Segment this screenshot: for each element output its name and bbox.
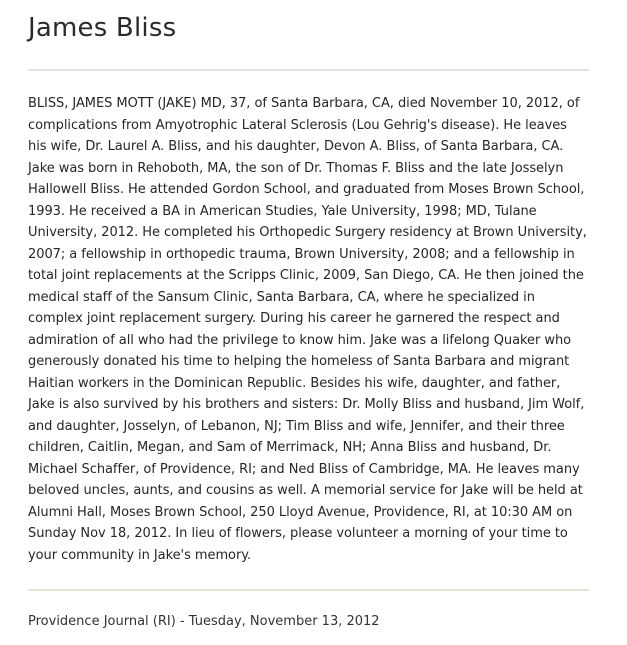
obituary-body: BLISS, JAMES MOTT (JAKE) MD, 37, of Santa Barbara, CA, died November 10, 2012, of complications from Amyotrophic Lateral Sclerosis (Lou Gehrig's disease). He leaves his wife, Dr. Laurel A. Bliss, and his daughter, Devon A. Bliss, of Santa Barbara, CA. Jake was born in Rehoboth, MA, the son of Dr. Thomas F. Bliss and the late Josselyn Hallowell Bliss. He attended Gordon School, and graduated from Moses Brown School, 1993. He received a BA in American Studies, Yale University, 1998; MD, Tulane University, 2012. He completed his Orthopedic Surgery residency at Brown University, 2007; a fellowship in orthopedic trauma, Brown University, 2008; and a fellowship in total joint replacements at the Scripps Clinic, 2009, San Diego, CA. He then joined the medical staff of the Sansum Clinic, Santa Barbara, CA, where he specialized in complex joint replacement surgery. During his career he garnered the respect and admiration of all who had the privilege to know him. Jake was a lifelong Quaker who generously donated his time to helping the homeless of Santa Barbara and migrant Haitian workers in the Dominican Republic. Besides his wife, daughter, and father, Jake is also survived by his brothers and sisters: Dr. Molly Bliss and husband, Jim Wolf, and daughter, Josselyn, of Lebanon, NJ; Tim Bliss and wife, Jennifer, and their three children, Caitlin, Megan, and Sam of Merrimack, NH; Anna Bliss and husband, Dr. Michael Schaffer, of Providence, RI; and Ned Bliss of Cambridge, MA. He leaves many beloved uncles, aunts, and cousins as well. A memorial service for Jake will be held at Alumni Hall, Moses Brown School, 250 Lloyd Avenue, Providence, RI, at 10:30 AM on Sunday Nov 18, 2012. In lieu of flowers, please volunteer a morning of your time to your community in Jake's memory. bbox=[28, 96, 587, 563]
publication-source: Providence Journal (RI) - Tuesday, November 13, 2012 bbox=[28, 614, 380, 629]
page-title: James Bliss bbox=[28, 13, 177, 43]
